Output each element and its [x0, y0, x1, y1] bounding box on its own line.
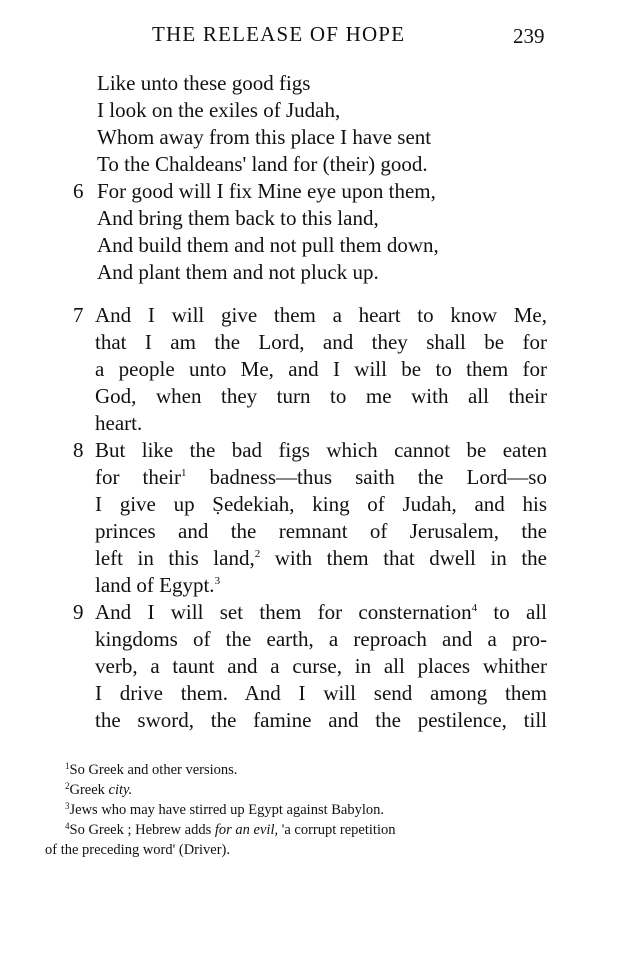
poem-line: And build them and not pull them down, — [97, 233, 439, 257]
footnote-ref: 3 — [214, 575, 221, 587]
footnote-ref: 1 — [181, 467, 187, 479]
prose-line: I give up Ṣedekiah, king of Judah, and his — [95, 492, 547, 516]
poem-line: And plant them and not pluck up. — [97, 260, 379, 284]
poem-line: I look on the exiles of Judah, — [97, 98, 341, 122]
poem-line: To the Chaldeans' land for (their) good. — [97, 152, 428, 176]
poem-line: Whom away from this place I have sent — [97, 125, 432, 149]
prose-line: heart. — [95, 411, 143, 435]
footnote: $^4$So Greek ; Hebrew adds for an evil, 'a corrupt repetition — [65, 821, 396, 838]
verse-number: 8 — [73, 438, 84, 462]
verse-number: 6 — [73, 179, 84, 203]
prose-line: I drive them. And I will send among them — [95, 681, 547, 705]
verse-number: 7 — [73, 303, 84, 327]
poem-line: Like unto these good figs — [97, 71, 311, 95]
prose-line: left in this land,$^2$ with them that dwell in the — [95, 546, 547, 570]
prose-line: God, when they turn to me with all their — [95, 384, 547, 408]
prose-line: kingdoms of the earth, a reproach and a pro- — [95, 627, 547, 651]
prose-line: verb, a taunt and a curse, in all places whither — [95, 654, 547, 678]
prose-line: But like the bad figs which cannot be eaten — [95, 438, 547, 462]
footnote: $^3$Jews who may have stirred up Egypt against Babylon. — [65, 801, 385, 818]
verse-number: 9 — [73, 600, 84, 624]
prose-line: And I will set them for consternation$^4$ to all — [95, 600, 548, 624]
footnote-ref: 2 — [254, 548, 261, 560]
running-head — [0, 22, 637, 52]
running-head-title: THE RELEASE OF HOPE — [152, 22, 406, 46]
footnote-ref: 4 — [471, 602, 478, 614]
page-number: 239 — [513, 24, 545, 48]
prose-line: a people unto Me, and I will be to them for — [95, 357, 547, 381]
prose-line: land of Egypt.$^3$ — [95, 573, 221, 597]
poem-line: And bring them back to this land, — [97, 206, 379, 230]
footnote-continued: of the preceding word' (Driver). — [45, 842, 230, 858]
prose-line: princes and the remnant of Jerusalem, the — [95, 519, 547, 543]
prose-line: And I will give them a heart to know Me, — [95, 303, 547, 327]
footnote: $^2$Greek city. — [65, 781, 133, 798]
prose-line: that I am the Lord, and they shall be for — [95, 330, 547, 354]
poem-line: For good will I fix Mine eye upon them, — [97, 179, 436, 203]
prose-line: for their$^1$ badness—thus saith the Lord—so — [95, 465, 547, 489]
footnote: $^1$So Greek and other versions. — [65, 761, 238, 778]
prose-line: the sword, the famine and the pestilence, till — [95, 708, 547, 732]
